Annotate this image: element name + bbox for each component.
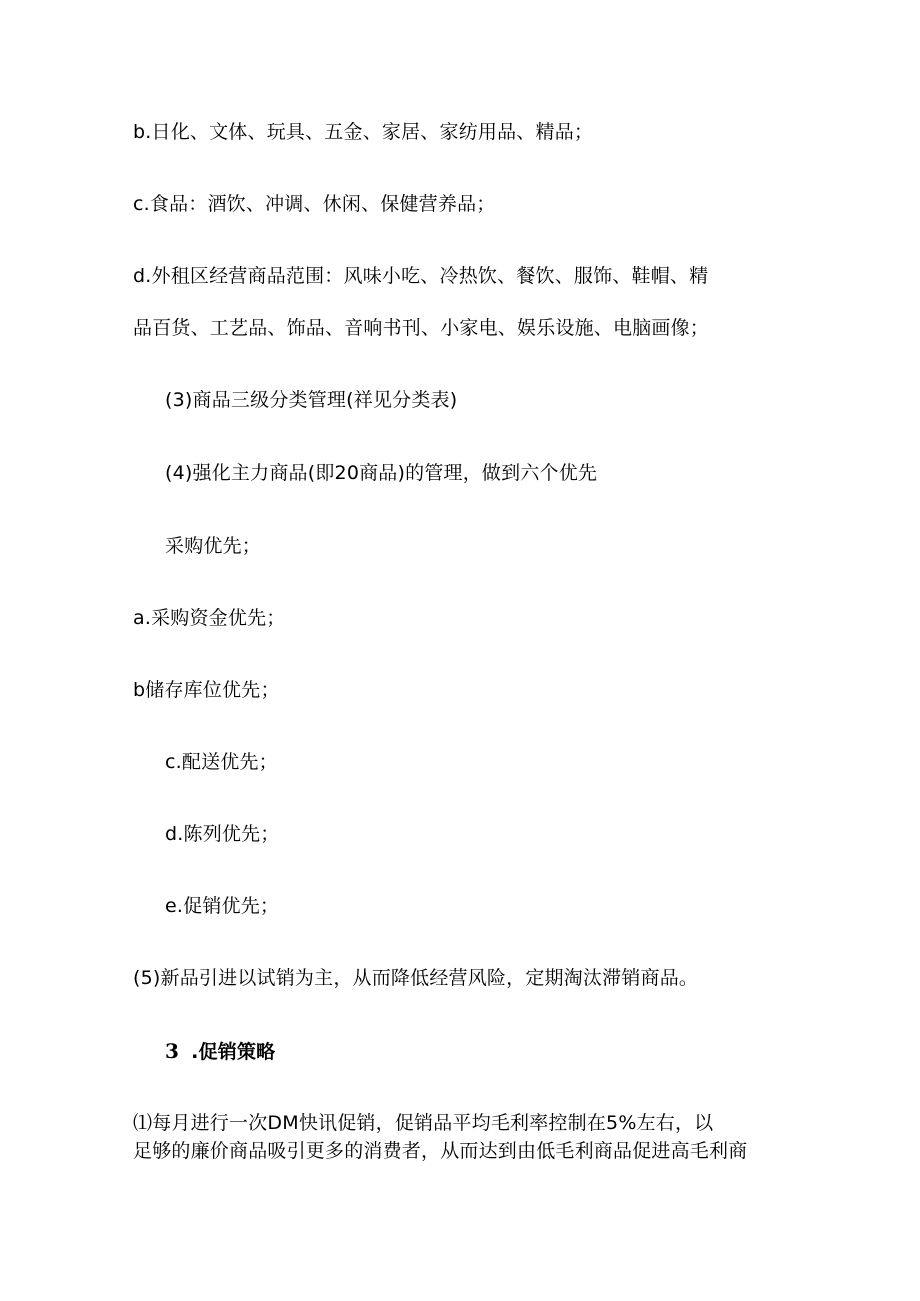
text-line-b-storage: b储存库位优先； <box>133 679 280 701</box>
text-line-c-delivery: c.配送优先； <box>165 751 278 773</box>
text-line-a-funds: a.采购资金优先； <box>133 607 286 629</box>
text-line-c-food: c.食品：酒饮、冲调、休闲、保健营养品； <box>133 193 496 215</box>
text-line-d-rental-area-cont: 品百货、工艺品、饰品、音响书刊、小家电、娱乐设施、电脑画像； <box>133 317 710 339</box>
text-line-b-daily-goods: b.日化、文体、玩具、五金、家居、家纺用品、精品； <box>133 121 594 143</box>
text-line-e-promotion: e.促销优先； <box>165 895 280 917</box>
section-heading <box>165 1039 275 1064</box>
text-line-item-3: (3)商品三级分类管理(祥见分类表) <box>165 389 458 411</box>
paragraph-line-2: 足够的廉价商品吸引更多的消费者，从而达到由低毛利商品促进高毛利商 <box>133 1140 748 1162</box>
section-number: 3 <box>165 1039 180 1063</box>
text-line-d-display: d.陈列优先； <box>165 823 280 845</box>
section-title: .促销策略 <box>191 1041 276 1063</box>
text-line-item-5: (5)新品引进以试销为主，从而降低经营风险，定期淘汰滞销商品。 <box>133 967 699 989</box>
text-line-purchase-priority: 采购优先； <box>165 535 262 557</box>
paragraph-line-1: ⑴每月进行一次DM快讯促销，促销品平均毛利率控制在5%左右，以 <box>133 1112 714 1134</box>
text-line-item-4: (4)强化主力商品(即20商品)的管理，做到六个优先 <box>165 462 598 484</box>
text-line-d-rental-area: d.外租区经营商品范围：风味小吃、冷热饮、餐饮、服饰、鞋帽、精 <box>133 265 709 287</box>
